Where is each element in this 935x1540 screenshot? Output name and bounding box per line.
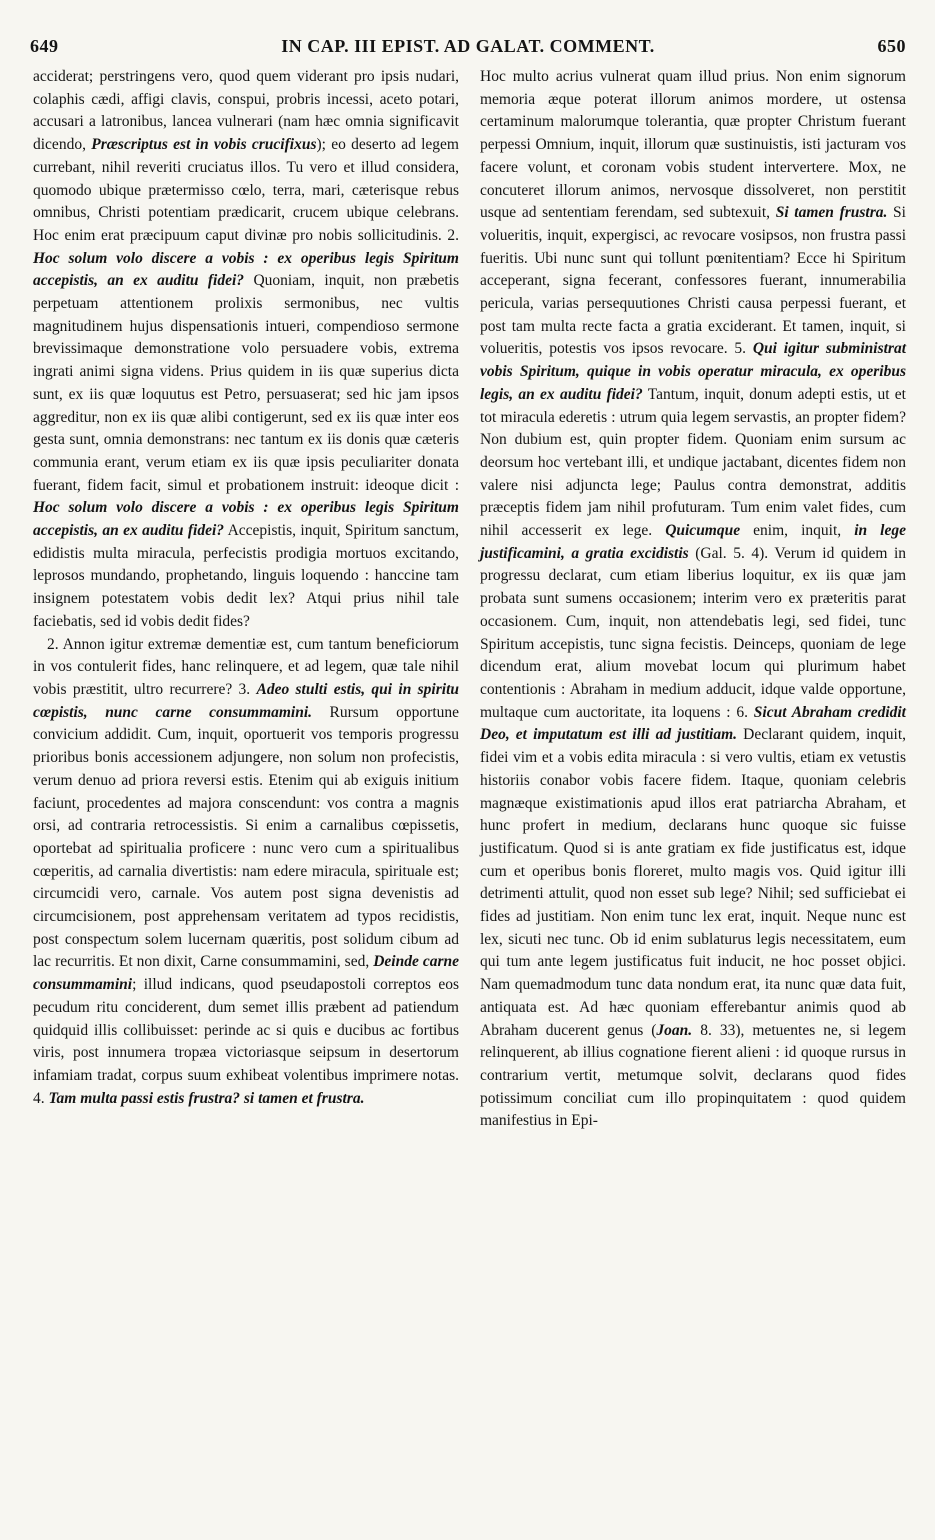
italic-text: in lege justificamini, a gratia excidistis [480, 522, 906, 562]
italic-text: Adeo stulti estis, qui in spiritu cœpistis, nunc carne consummamini. [33, 680, 460, 721]
italic-text: Deinde carne consummamini [33, 953, 459, 994]
page-number-left: 649 [30, 36, 59, 56]
italic-text: Si tamen frustra. [775, 204, 888, 222]
text-run: Quoniam, inquit, non præbetis perpetuam attentionem prolixis sermonibus, nec vultis magnitudinem hujus dispensationis intueri, compendioso sermone brevissimaque demonstratione volo persuadere vobis, extrema ingrati animi signa videns. Prius quidem in iis quæ superius dicta sunt, ex iis quæ loquutus est Petro, persuaserat; sed hic jam ipsos aggreditur, non ex iis quæ alibi contigerunt, sed ex iis quæ inter eos gesta sunt, omnia demonstrans: nec tantum ex iis donis quæ cæteris communia erant, verum etiam ex iis quæ ipsis peculiariter donata fuerant, fidem facit, simul et probationem instruit: ideoque dicit : [33, 272, 459, 494]
italic-text: Joan. [656, 1021, 693, 1039]
right-column [480, 66, 906, 1133]
italic-text: Tam multa passi estis frustra? si tamen et frustra. [48, 1089, 365, 1107]
italic-text: Hoc solum volo discere a vobis : ex operibus legis Spiritum accepistis, an ex auditu fidei? [33, 499, 459, 540]
text-run: enim, inquit, [740, 522, 855, 540]
left-column [33, 66, 459, 1110]
text-run: 2. Annon igitur extremæ dementiæ est, cum tantum beneficiorum in vos contulerit fides, hanc relinquere, et ad legem, quæ tale nihil vobis præstitit, ultro recurrere? 3. [33, 635, 459, 698]
italic-text: Qui igitur subministrat vobis Spiritum, quique in vobis operatur miracula, ex operibus legis, an ex auditu fidei? [480, 340, 907, 403]
text-run: acciderat; perstringens vero, quod quem viderant pro ipsis nudari, colaphis cædi, affigi clavis, conspui, probris incessi, aceto potari, accusari a latronibus, lancea vulnerari (nam hæc omnia significavit dicendo, [33, 68, 459, 154]
text-run: Tantum, inquit, donum adepti estis, ut et tot miracula ederetis : utrum quia legem servastis, an propter fidem? Non dubium est, quin propter fidem. Quoniam enim sursum ac deorsum hoc vertebant illi, et undique jactabant, dicentes fidem non valere nisi adjuncta lege; Paulus contra demonstrat, additis præceptis fidem jam nihil profuturam. Tum enim valet fides, cum nihil accesserit ex lege. [480, 385, 906, 540]
text-run: Hoc multo acrius vulnerat quam illud prius. Non enim signorum memoria æque poterat illorum animos mordere, ut ostensa certaminum malorumque tolerantia, quæ propter Christum fuerant perpessi Omnium, inquit, illorum quæ sustinuistis, isti jacturam vos facere volunt, et coronam vobis student intervertere. Mox, ne concuteret illorum animos, nervosque dissolveret, non perstitit usque ad sententiam ferendam, sed subtexuit, [480, 68, 906, 222]
text-run: Declarant quidem, inquit, fidei vim et a vobis edita miracula : si vero vultis, etiam ex vetustis historiis conabor vobis facere fidem. Itaque, quoniam celebris magnæque existimationis apud illos erat patriarcha Abraham, et hunc profert in medium, declarans hunc quoque sic fuisse justificatum. Quod si is ante gratiam ex fide justificatus est, idque cum et operibus bonis floreret, multo magis vos. Quid igitur illi detrimenti attulit, quod non esset sub lege? Nihil; sed sufficiebat ei fides ad justitiam. Non enim tunc lex erat, inquit. Neque nunc est lex, sicuti nec tunc. Ob id enim sublaturus legis necessitatem, eum qui tum ante legem justificatus fuit inducit, ne hoc posset objici. Nam quemadmodum tunc data nondum erat, ita nunc quæ data fuit, antiquata est. Ad hæc quoniam efferebantur animis quod ab Abraham ducerent genus ( [480, 726, 907, 1039]
text-run: Accepistis, inquit, Spiritum sanctum, edidistis multa miracula, perfecistis prodigia mortuos excitando, leprosos mundando, prophetando, linguis loquendo : hanccine tam insignem potestatem vobis dedit lex? Atqui prius nihil tale faciebatis, sed id vobis dedit fides? [33, 522, 459, 630]
page-number-right: 650 [877, 36, 906, 56]
italic-text: Quicumque [665, 522, 741, 540]
running-title: IN CAP. III EPIST. AD GALAT. COMMENT. [281, 36, 655, 56]
paragraph [33, 634, 459, 1111]
italic-text: Sicut Abraham credidit Deo, et imputatum est illi ad justitiam. [480, 703, 906, 744]
text-run: (Gal. 5. 4). Verum id quidem in progressu declarat, cum etiam liberius loquitur, ex iis quæ jam probata sunt sumens occasionem; interim vero ex præteritis parat occasionem. Cum, inquit, non attendebatis legi, sed fidei, tunc Spiritum accepistis, tunc signa fecistis. Deinceps, quoniam de lege dicendum erat, alium movebat locum qui plurimum habet contentionis : Abraham in medium adducit, idque valde opportune, multaque cum auctoritate, ita loquens : 6. [480, 544, 907, 721]
paragraph [480, 66, 906, 1133]
italic-text: Hoc solum volo discere a vobis : ex operibus legis Spiritum accepistis, an ex auditu fidei? [33, 249, 459, 290]
text-run: Rursum opportune convicium addidit. Cum, inquit, oportuerit vos temporis progressu prioribus bonis accessionem adjungere, non solum non profecistis, verum denuo ad priora reversi estis. Etenim qui ab exiguis initium faciunt, procedentes ad majora conscendunt: vos contra a magnis orsi, ad contraria retrocessistis. Si enim a carnalibus cœpissetis, oportebat ad spiritualia proficere : nunc vero cum a spiritualibus cœperitis, ad carnalia divertistis: nam edere miracula, spirituale est; circumcidi vero, carnale. Vos autem post signa devenistis ad circumcisionem, post apprehensam veritatem ad typos recidistis, post conspectum solem lucernam quæritis, post solidum cibum ad lac recurritis. Et non dixit, Carne consummamini, sed, [33, 703, 460, 971]
text-run: ; illud indicans, quod pseudapostoli correptos eos pecudum ritu conciderent, dum semet illis præbent ad patiendum quidquid illis collibuisset: perinde ac si quis e ducibus ac fortibus viris, post innumera tropæa victoriasque seipsum in desertorum infamiam tradat, corpus suum exhibeat volentibus imprimere notas. 4. [33, 976, 459, 1107]
italic-text: Præscriptus est in vobis crucifixus [91, 136, 317, 154]
running-header [30, 36, 906, 60]
text-run: Si volueritis, inquit, expergisci, ac revocare vosipsos, non frustra passi fueritis. Ubi nunc sunt qui tollunt pœnitentiam? Ecce hi Spiritum acceperant, signa fecerant, confessores fuerant, innumerabilia pericula, varias persequutiones Christi causa perpessi fuerant, et post tam multa recte facta a gratia exciderant. Et tamen, inquit, si volueritis, potestis vos ipsos revocare. 5. [480, 204, 906, 358]
text-run: 8. 33), metuentes ne, si legem relinquerent, ab illius cognatione fierent alieni : id quoque rursus in contrarium vertit, metumque solvit, declarans quod fides potissimum conciliat cum illo propinquitatem : quod quidem manifestius in Epi- [480, 1021, 907, 1130]
text-run: ); eo deserto ad legem currebant, nihil reveriti cruciatus illos. Tu vero et illud considera, quomodo ubique prætermisso cœlo, terra, mari, cæterisque rebus omnibus, Christi potentiam prædicarit, crucem ubique celebrans. Hoc enim erat præcipuum caput divinæ pro nobis sollicitudinis. 2. [33, 136, 459, 244]
paragraph [33, 66, 459, 634]
